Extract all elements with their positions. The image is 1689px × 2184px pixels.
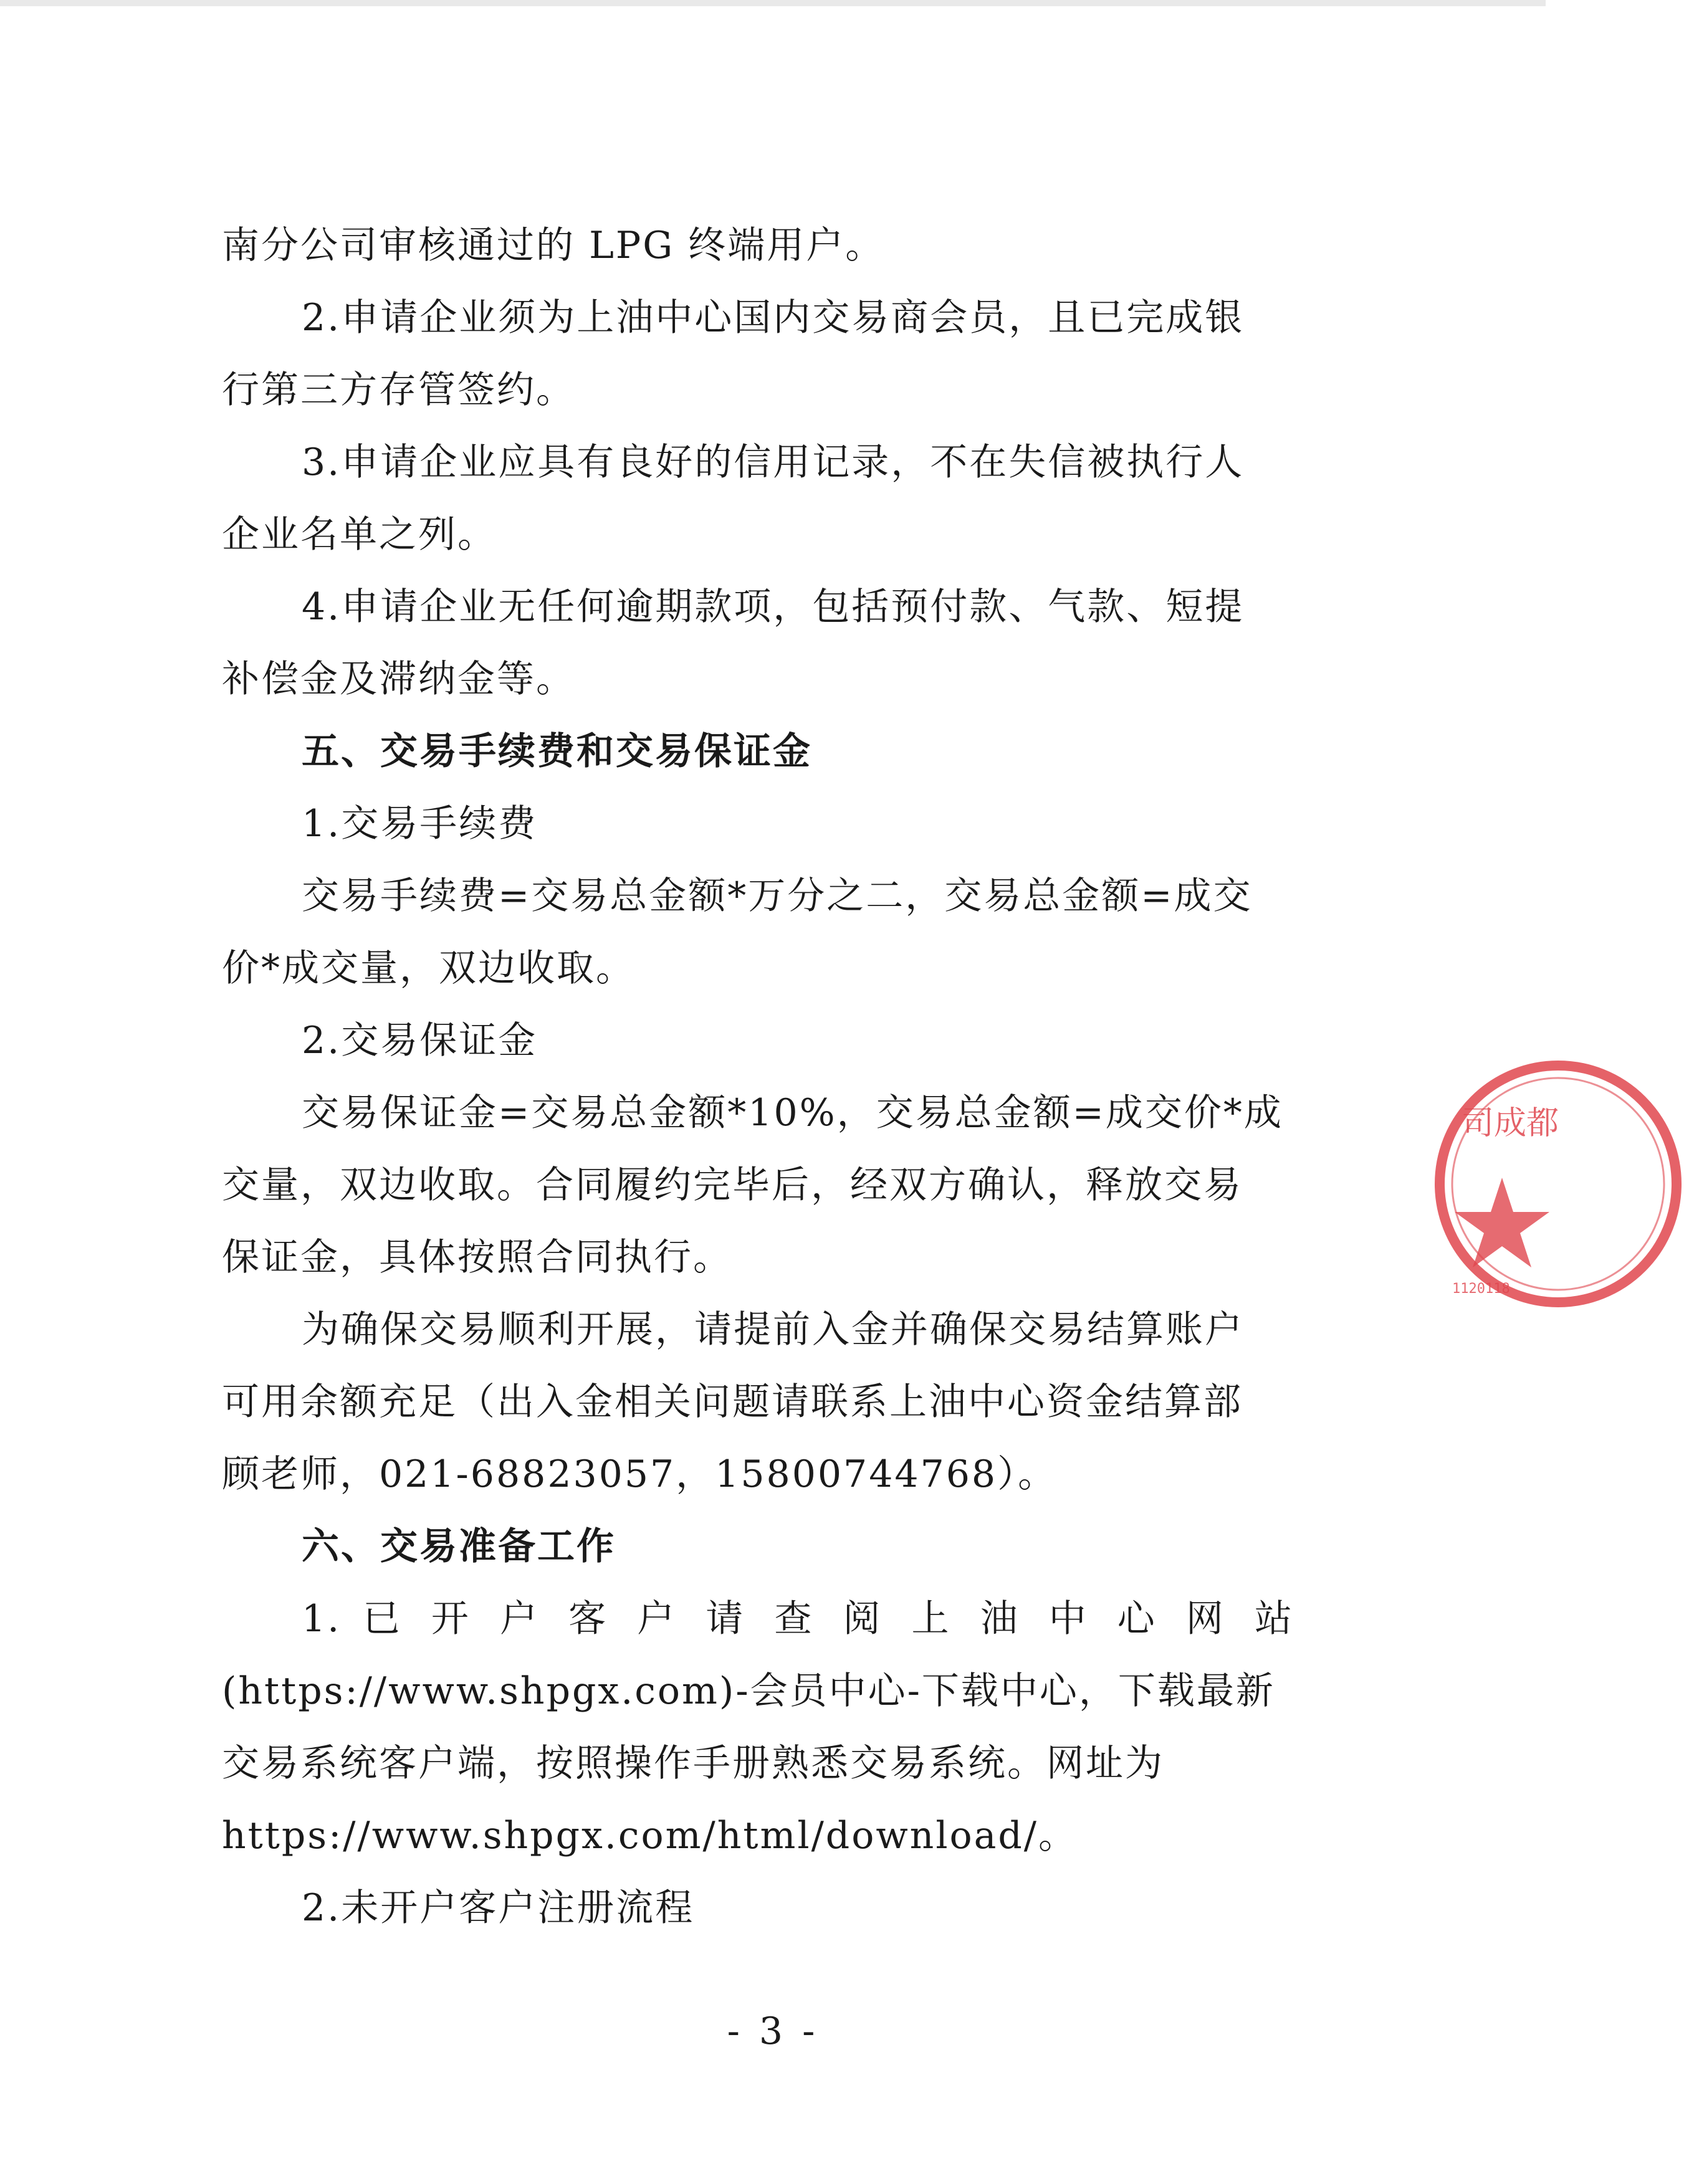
paragraph-line: 交易手续费=交易总金额*万分之二，交易总金额=成交	[302, 874, 1253, 918]
paragraph-line: 顾老师，021-68823057，15800744768）。	[222, 1452, 1058, 1496]
subsection-title: 2.未开户客户注册流程	[302, 1886, 695, 1930]
page-number: - 3 -	[727, 2010, 819, 2053]
paragraph-line: 4.申请企业无任何逾期款项，包括预付款、气款、短提	[302, 585, 1245, 629]
paragraph-line: 保证金，具体按照合同执行。	[222, 1236, 732, 1279]
paragraph-line: 2.申请企业须为上油中心国内交易商会员，且已完成银	[302, 296, 1245, 340]
link-text: https://www.shpgx.com/html/download/。	[222, 1814, 1078, 1857]
paragraph-line: 企业名单之列。	[222, 513, 497, 556]
paragraph-line: 1. 已 开 户 客 户 请 查 阅 上 油 中 心 网 站	[302, 1597, 1294, 1641]
section-heading: 五、交易手续费和交易保证金	[302, 730, 812, 773]
seal-text: 司成都	[1462, 1105, 1559, 1142]
paragraph-line: 可用余额充足（出入金相关问题请联系上油中心资金结算部	[222, 1380, 1243, 1424]
paragraph-line: 交易系统客户端，按照操作手册熟悉交易系统。网址为	[222, 1742, 1164, 1785]
paragraph-line: 价*成交量，双边收取。	[222, 947, 635, 990]
paragraph-line: 补偿金及滞纳金等。	[222, 657, 575, 701]
scan-top-edge	[0, 0, 1546, 6]
subsection-title: 2.交易保证金	[302, 1019, 538, 1062]
paragraph-line: 交量，双边收取。合同履约完毕后，经双方确认，释放交易	[222, 1163, 1243, 1207]
company-seal-stamp	[1427, 1053, 1689, 1315]
paragraph-line: 交易保证金=交易总金额*10%，交易总金额=成交价*成	[302, 1091, 1283, 1135]
seal-serial-number: 1120118	[1452, 1281, 1510, 1297]
section-heading: 六、交易准备工作	[302, 1525, 616, 1568]
seal-ring	[1440, 1066, 1677, 1302]
subsection-title: 1.交易手续费	[302, 802, 538, 846]
paragraph-line: 南分公司审核通过的 LPG 终端用户。	[222, 224, 885, 267]
paragraph-line: 为确保交易顺利开展，请提前入金并确保交易结算账户	[302, 1308, 1244, 1352]
paragraph-line: (https://www.shpgx.com)-会员中心-下载中心，下载最新	[222, 1669, 1275, 1713]
paragraph-line: 行第三方存管签约。	[222, 368, 575, 412]
paragraph-line: 3.申请企业应具有良好的信用记录，不在失信被执行人	[302, 441, 1245, 484]
